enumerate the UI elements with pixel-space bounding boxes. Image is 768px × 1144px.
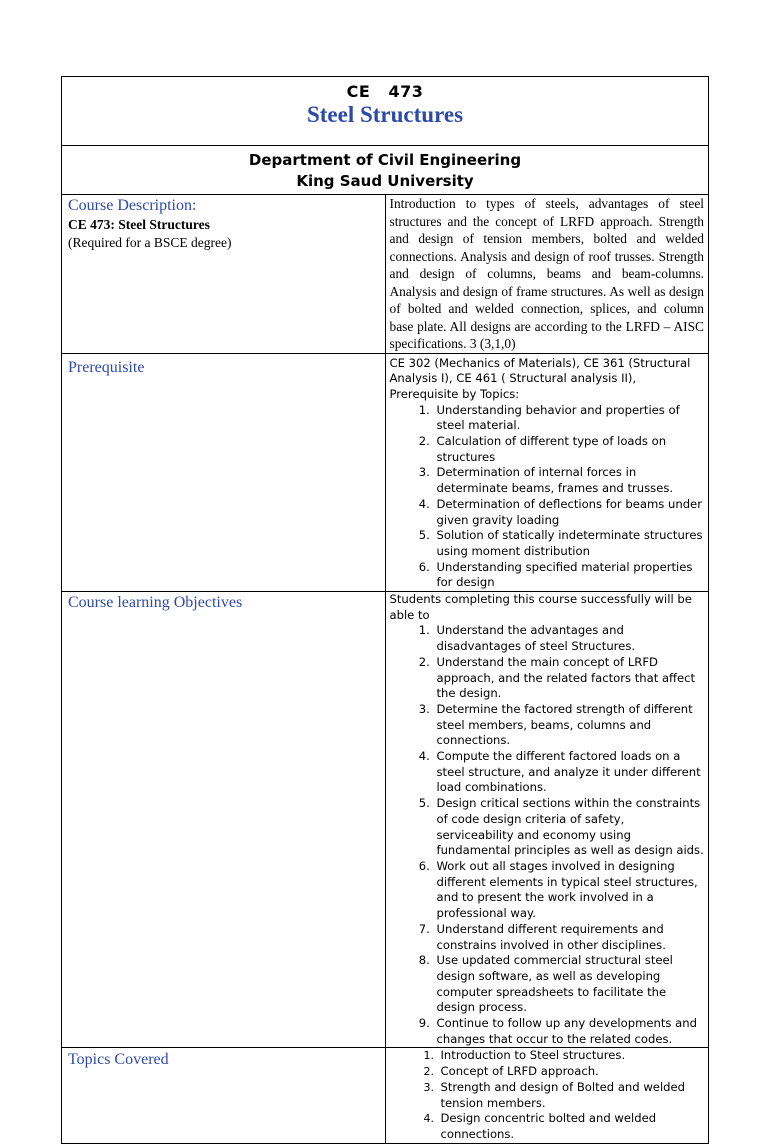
course-title: Steel Structures <box>306 102 464 127</box>
list-item: 2. Concept of LRFD approach. <box>438 1064 705 1080</box>
list-item: 7. Understand different requirements and constrains involved in other disciplines. <box>434 922 705 953</box>
topics-content-cell <box>385 1048 709 1143</box>
course-description-row <box>62 195 709 354</box>
topics-label-cell <box>62 1048 386 1143</box>
list-item: 4. Compute the different factored loads on a steel structure, and analyze it under different load combinations. <box>434 749 705 796</box>
course-description-text: Introduction to types of steels, advantages of steel structures and the concept of LRFD approach. Strength and design of tension members, bolted and welded connections. Analysis and design of roof trusses. Strength and design of columns, beams and beam-columns. Analysis and design of frame structures. As well as design of bolted and welded connection, splices, and column base plate. All designs are according to the LRFD – AISC specifications. 3 (3,1,0) <box>389 196 704 351</box>
syllabus-table <box>61 76 709 1144</box>
list-item: 3. Determine the factored strength of different steel members, beams, columns and connections. <box>434 702 705 749</box>
topics-row <box>62 1048 709 1143</box>
topics-heading: Topics Covered <box>68 1051 169 1069</box>
prerequisite-intro: CE 302 (Mechanics of Materials), CE 361 (Structural Analysis I), CE 461 ( Structural analysis II), Prerequisite by Topics: <box>389 355 691 401</box>
objectives-heading: Course learning Objectives <box>68 594 243 612</box>
course-name: CE 473: Steel Structures <box>68 217 210 232</box>
course-code: CE 473 <box>346 82 424 101</box>
list-item: 2. Calculation of different type of loads on structures <box>434 434 705 465</box>
list-item: 4. Design concentric bolted and welded connections. <box>438 1111 705 1142</box>
objectives-list <box>390 623 705 1047</box>
objectives-content-cell <box>385 592 709 1048</box>
list-item: 3. Strength and design of Bolted and welded tension members. <box>438 1080 705 1111</box>
course-description-label-cell <box>62 195 386 354</box>
list-item: 5. Solution of statically indeterminate structures using moment distribution <box>434 528 705 559</box>
list-item: 6. Understanding specified material properties for design <box>434 560 705 591</box>
university-name: King Saud University <box>296 172 474 190</box>
course-requirement: (Required for a BSCE degree) <box>68 234 232 250</box>
list-item: 8. Use updated commercial structural steel design software, as well as developing computer spreadsheets to facilitate the design process. <box>434 953 705 1016</box>
prerequisite-row <box>62 353 709 592</box>
objectives-row <box>62 592 709 1048</box>
list-item: 6. Work out all stages involved in designing different elements in typical steel structures, and to present the work involved in a professional way. <box>434 859 705 922</box>
list-item: 4. Determination of deflections for beams under given gravity loading <box>434 497 705 528</box>
objectives-intro: Students completing this course successfully will be able to <box>389 592 692 622</box>
objectives-label-cell <box>62 592 386 1048</box>
prerequisite-heading: Prerequisite <box>68 358 145 376</box>
list-item: 3. Determination of internal forces in determinate beams, frames and trusses. <box>434 465 705 496</box>
list-item: 9. Continue to follow up any developments and changes that occur to the related codes. <box>434 1016 705 1047</box>
topics-list <box>390 1048 705 1142</box>
course-description-heading: Course Description: <box>68 197 197 214</box>
prerequisite-content-cell <box>385 353 709 592</box>
list-item: 1. Introduction to Steel structures. <box>438 1048 705 1064</box>
department-name: Department of Civil Engineering <box>248 151 522 169</box>
list-item: 1. Understanding behavior and properties of steel material. <box>434 403 705 434</box>
prerequisite-label-cell <box>62 353 386 592</box>
course-description-text-cell <box>385 195 709 354</box>
list-item: 1. Understand the advantages and disadvantages of steel Structures. <box>434 623 705 654</box>
institution-cell <box>62 146 709 195</box>
course-syllabus-page <box>61 76 709 1144</box>
list-item: 2. Understand the main concept of LRFD approach, and the related factors that affect the design. <box>434 655 705 702</box>
course-header-cell <box>62 77 709 146</box>
list-item: 5. Design critical sections within the constraints of code design criteria of safety, serviceability and economy using fundamental principles as well as design aids. <box>434 796 705 859</box>
prerequisite-topics-list <box>390 403 705 591</box>
